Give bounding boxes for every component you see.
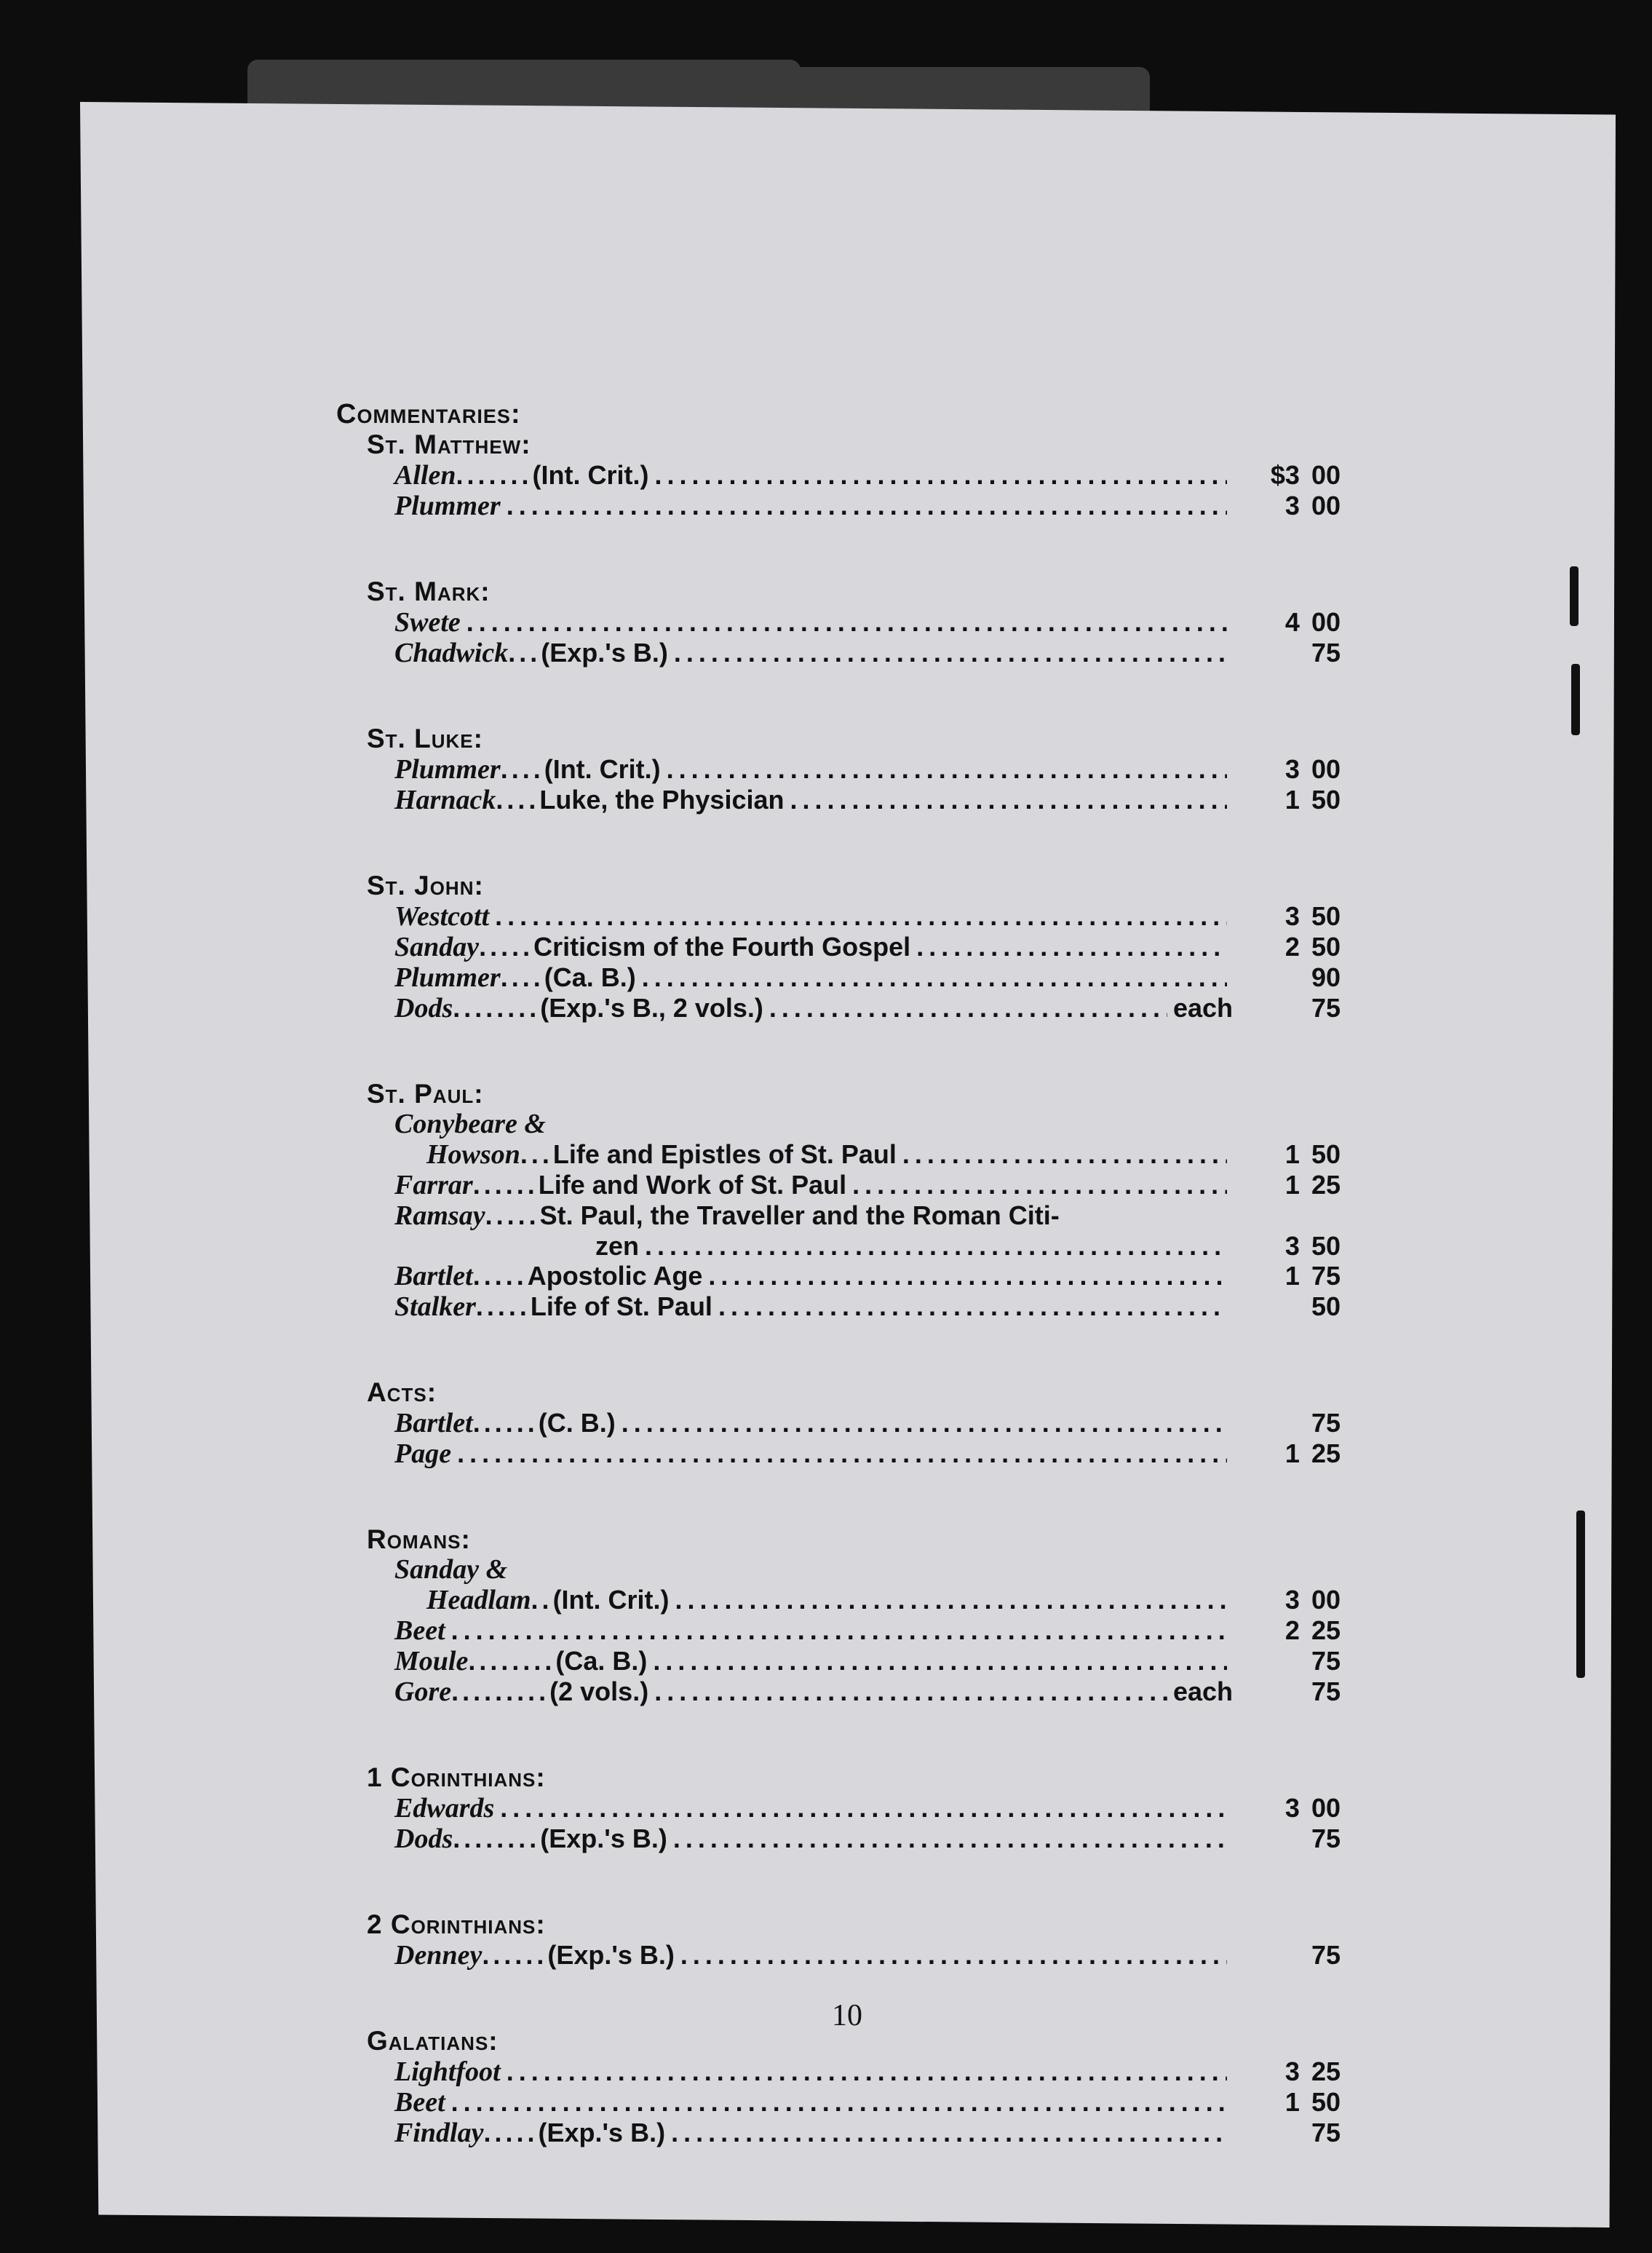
dot-leader [902, 1139, 1227, 1169]
entry-author: Stalker [394, 1291, 476, 1322]
section [336, 577, 1341, 668]
entry-title: (Ca. B.) [555, 1646, 648, 1676]
dot-leader [667, 754, 1227, 784]
entry-each-label: each [1172, 993, 1233, 1023]
entry-leader: ........ [453, 993, 541, 1023]
section-heading: Romans: [367, 1524, 471, 1554]
entry-author: Lightfoot [394, 2056, 501, 2087]
entry-price: 1 25 [1284, 1170, 1341, 1200]
entry-leader: ..... [472, 1261, 528, 1291]
entry-title: (C. B.) [538, 1408, 616, 1438]
entry-price: 75 [1311, 1676, 1341, 1706]
entry-author: Findlay [394, 2118, 484, 2148]
entry-author: Beet [394, 1615, 445, 1646]
entry-price: 3 00 [1284, 754, 1341, 784]
entry-author: Howson [426, 1139, 520, 1170]
section-heading: St. Mark: [367, 577, 491, 606]
entry-price: 3 00 [1284, 1793, 1341, 1823]
entry-title: (Exp.'s B.) [538, 2118, 666, 2147]
dot-leader [708, 1261, 1227, 1291]
entry-author: Dods [394, 993, 453, 1023]
section-heading: St. John: [367, 871, 484, 900]
dot-leader [718, 1291, 1227, 1321]
section-heading: St. Paul: [367, 1079, 484, 1109]
entry-title: (Ca. B.) [544, 962, 636, 992]
entry-row [336, 1585, 1341, 1615]
section [336, 1909, 1341, 1971]
entry-row [336, 1555, 1341, 1585]
dot-leader [673, 1824, 1227, 1853]
entry-price: 1 50 [1284, 1139, 1341, 1169]
entry-title: Life of St. Paul [530, 1291, 712, 1321]
entry-leader: ... [508, 638, 541, 668]
entry-author: Chadwick [394, 638, 509, 668]
entry-price: 75 [1311, 993, 1341, 1023]
entry-leader: ...... [472, 1170, 539, 1200]
entry-price: 3 00 [1284, 491, 1341, 520]
entry-row [336, 1824, 1341, 1854]
entry-author: Sanday [394, 932, 480, 962]
entry-leader: ...... [472, 1408, 539, 1438]
dot-leader [671, 2118, 1227, 2147]
entry-title: Criticism of the Fourth Gospel [533, 932, 911, 962]
entry-price: 50 [1311, 1291, 1341, 1321]
entry-row [336, 1615, 1341, 1646]
entry-title: (Int. Crit.) [544, 754, 661, 784]
entry-leader: ..... [483, 2118, 539, 2147]
entry-row [336, 785, 1341, 815]
dot-leader [642, 962, 1227, 992]
entry-leader: .. [531, 1585, 553, 1615]
entry-row [336, 491, 1341, 521]
entry-title: (Int. Crit.) [532, 460, 649, 490]
entry-row [336, 2118, 1341, 2148]
entry-row [336, 1261, 1341, 1291]
entry-leader: ........ [453, 1824, 541, 1853]
entry-author: Westcott [394, 901, 490, 932]
entry-row [336, 1646, 1341, 1676]
section-heading: Acts: [367, 1377, 437, 1407]
section [336, 871, 1341, 1023]
entry-row [336, 962, 1341, 993]
section [336, 429, 1341, 521]
entry-leader: ....... [456, 460, 533, 490]
dot-leader [451, 2087, 1227, 2117]
entry-price: 90 [1311, 962, 1341, 992]
entry-row [336, 901, 1341, 932]
entry-author: Headlam [426, 1585, 531, 1615]
dot-leader [645, 1231, 1227, 1261]
entry-author: Allen [394, 460, 456, 491]
entry-title: St. Paul, the Traveller and the Roman Citi- [539, 1200, 1060, 1230]
entry-price: 3 00 [1284, 1585, 1341, 1615]
entry-leader: ......... [451, 1676, 550, 1706]
section-heading: 1 Corinthians: [367, 1762, 546, 1792]
entry-price: 1 25 [1284, 1438, 1341, 1468]
dot-leader [507, 491, 1227, 520]
entry-row [336, 1676, 1341, 1707]
entry-title: (Int. Crit.) [552, 1585, 670, 1615]
section-heading: 2 Corinthians: [367, 1909, 546, 1939]
entry-author: Gore [394, 1676, 452, 1707]
binding-mark-middle [1571, 664, 1580, 735]
page-title: Commentaries: [336, 399, 521, 429]
dot-leader [500, 1793, 1227, 1823]
entry-price: 75 [1311, 1824, 1341, 1853]
dot-leader [653, 1646, 1227, 1676]
commentaries-list [336, 399, 1341, 2203]
entry-row [336, 1291, 1341, 1322]
entry-leader: ..... [479, 932, 534, 962]
dot-leader [852, 1170, 1227, 1200]
entry-author: Moule [394, 1646, 469, 1676]
section [336, 2026, 1341, 2148]
entry-author: Ramsay [394, 1200, 485, 1231]
entry-title: (Exp.'s B.) [540, 1824, 667, 1853]
dot-leader [675, 1585, 1227, 1615]
entry-leader: ... [520, 1139, 553, 1169]
entry-author: Conybeare & [394, 1109, 546, 1139]
entry-leader: ..... [485, 1200, 540, 1230]
entry-author: Swete [394, 607, 461, 638]
entry-row [336, 2087, 1341, 2118]
entry-row [336, 607, 1341, 638]
entry-leader: .... [500, 962, 544, 992]
entry-row [336, 1109, 1341, 1139]
dot-leader [457, 1438, 1227, 1468]
entry-price: 1 50 [1284, 2087, 1341, 2117]
entry-leader: .... [500, 754, 544, 784]
entry-title: Life and Work of St. Paul [538, 1170, 847, 1200]
entry-price: 4 00 [1284, 607, 1341, 637]
entry-row [336, 2056, 1341, 2087]
entry-row [336, 1170, 1341, 1200]
entry-price: 2 25 [1284, 1615, 1341, 1645]
entry-author: Denney [394, 1940, 483, 1971]
dot-leader [507, 2056, 1227, 2086]
entry-title: Luke, the Physician [539, 785, 785, 815]
entry-row [336, 1139, 1341, 1170]
section-heading: Galatians: [367, 2026, 499, 2056]
entry-title: zen [595, 1231, 640, 1261]
dot-leader [916, 932, 1227, 962]
entry-row [336, 1200, 1341, 1231]
entry-price: 3 50 [1284, 901, 1341, 931]
entry-author: Harnack [394, 785, 496, 815]
section [336, 1079, 1341, 1322]
dot-leader [790, 785, 1228, 815]
entry-author: Farrar [394, 1170, 473, 1200]
entry-row [336, 1438, 1341, 1469]
entry-row [336, 993, 1341, 1023]
entry-price: 3 25 [1284, 2056, 1341, 2086]
entry-price: 1 50 [1284, 785, 1341, 815]
entry-author: Dods [394, 1824, 453, 1854]
entry-row [336, 1408, 1341, 1438]
section [336, 1377, 1341, 1469]
entry-author: Sanday & [394, 1554, 508, 1585]
section [336, 1762, 1341, 1854]
entry-each-label: each [1172, 1676, 1233, 1706]
entry-title: Apostolic Age [527, 1261, 703, 1291]
entry-price: 75 [1311, 1646, 1341, 1676]
entry-leader: ...... [482, 1940, 548, 1970]
binding-mark-upper [1570, 566, 1578, 626]
entry-title: (2 vols.) [549, 1676, 649, 1706]
entry-price: 75 [1311, 2118, 1341, 2147]
entry-row [336, 1231, 1341, 1261]
section [336, 1524, 1341, 1707]
folder-tab-left [247, 60, 801, 111]
entry-price: 75 [1311, 1408, 1341, 1438]
entry-title: (Exp.'s B.) [541, 638, 668, 668]
section-heading: St. Luke: [367, 724, 483, 753]
section [336, 724, 1341, 815]
entry-price: $3 00 [1270, 460, 1341, 490]
entry-author: Page [394, 1438, 452, 1469]
binding-mark-lower [1576, 1510, 1585, 1678]
entry-title: (Exp.'s B.) [547, 1940, 675, 1970]
entry-title: (Exp.'s B., 2 vols.) [540, 993, 763, 1023]
entry-author: Bartlet [394, 1261, 473, 1291]
entry-author: Plummer [394, 754, 501, 785]
entry-row [336, 932, 1341, 962]
dot-leader [654, 1676, 1167, 1706]
dot-leader [466, 607, 1227, 637]
entry-author: Edwards [394, 1793, 495, 1824]
entry-author: Bartlet [394, 1408, 473, 1438]
dot-leader [769, 993, 1167, 1023]
entry-leader: .... [496, 785, 540, 815]
dot-leader [674, 638, 1227, 668]
entry-price: 75 [1311, 1940, 1341, 1970]
dot-leader [451, 1615, 1227, 1645]
entry-author: Plummer [394, 962, 501, 993]
entry-row [336, 460, 1341, 491]
dot-leader [622, 1408, 1227, 1438]
page-number: 10 [832, 1999, 862, 2032]
dot-leader [495, 901, 1227, 931]
entry-row [336, 754, 1341, 785]
sections-container [336, 429, 1341, 2148]
entry-author: Beet [394, 2087, 445, 2118]
entry-price: 3 50 [1284, 1231, 1341, 1261]
entry-leader: ........ [468, 1646, 556, 1676]
entry-row [336, 1793, 1341, 1824]
entry-price: 75 [1311, 638, 1341, 668]
entry-row [336, 1940, 1341, 1971]
entry-price: 2 50 [1284, 932, 1341, 962]
entry-leader: ..... [475, 1291, 531, 1321]
entry-author: Plummer [394, 491, 501, 521]
entry-price: 1 75 [1284, 1261, 1341, 1291]
section-heading: St. Matthew: [367, 429, 531, 459]
dot-leader [680, 1940, 1227, 1970]
dot-leader [654, 460, 1227, 490]
entry-row [336, 638, 1341, 668]
entry-title: Life and Epistles of St. Paul [552, 1139, 897, 1169]
